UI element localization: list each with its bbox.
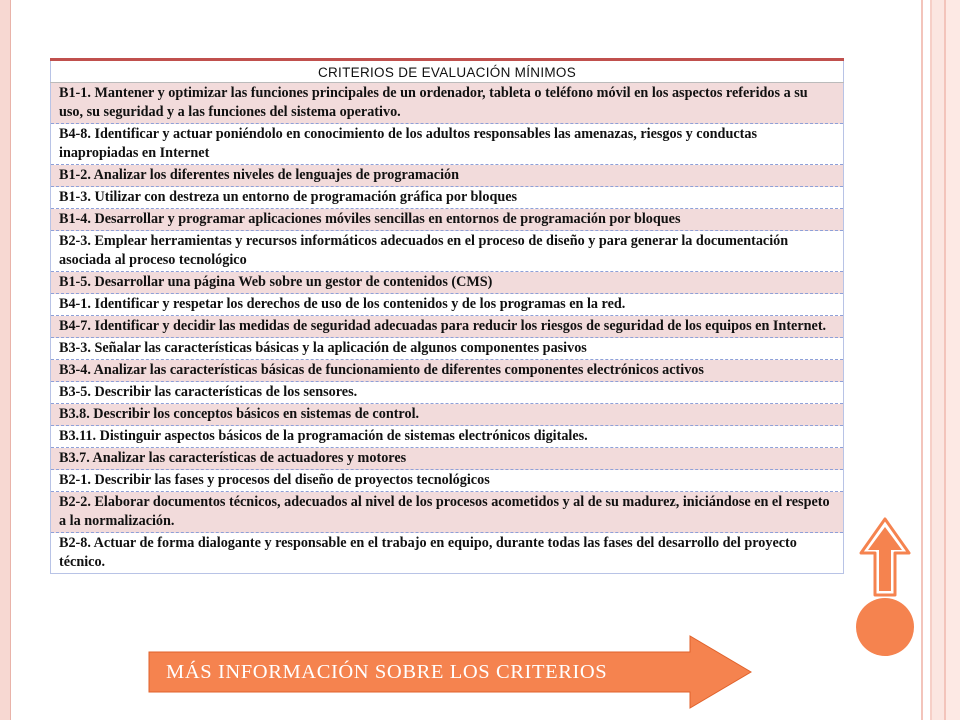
criterion-row: B4-7. Identificar y decidir las medidas de seguridad adecuadas para reducir los riesgos de seguridad de los equipos en Internet. bbox=[51, 316, 844, 338]
circle-icon[interactable] bbox=[856, 598, 914, 656]
criterion-row: B3-4. Analizar las características básicas de funcionamiento de diferentes componentes electrónicos activos bbox=[51, 360, 844, 382]
criterion-row: B2-8. Actuar de forma dialogante y responsable en el trabajo en equipo, durante todas las fases del desarrollo del proyecto técnico. bbox=[51, 533, 844, 574]
criterion-row: B3-3. Señalar las características básicas y la aplicación de algunos componentes pasivos bbox=[51, 338, 844, 360]
criteria-header: CRITERIOS DE EVALUACIÓN MÍNIMOS bbox=[51, 60, 844, 83]
criterion-row: B3-5. Describir las características de los sensores. bbox=[51, 382, 844, 404]
criterion-row: B1-1. Mantener y optimizar las funciones principales de un ordenador, tableta o teléfono móvil en los aspectos referidos a su uso, su seguridad y a las funciones del sistema operativo. bbox=[51, 83, 844, 124]
criterion-row: B2-1. Describir las fases y procesos del diseño de proyectos tecnológicos bbox=[51, 470, 844, 492]
more-info-button[interactable] bbox=[148, 635, 754, 709]
criterion-row: B3.7. Analizar las características de actuadores y motores bbox=[51, 448, 844, 470]
criterion-row: B1-5. Desarrollar una página Web sobre un gestor de contenidos (CMS) bbox=[51, 272, 844, 294]
criterion-row: B3.11. Distinguir aspectos básicos de la programación de sistemas electrónicos digitales. bbox=[51, 426, 844, 448]
more-info-label: MÁS INFORMACIÓN SOBRE LOS CRITERIOS bbox=[166, 661, 608, 683]
criterion-row: B1-3. Utilizar con destreza un entorno de programación gráfica por bloques bbox=[51, 187, 844, 209]
criterion-row: B4-1. Identificar y respetar los derechos de uso de los contenidos y de los programas en la red. bbox=[51, 294, 844, 316]
criteria-header-row bbox=[51, 60, 844, 83]
arrow-up-icon[interactable] bbox=[859, 517, 911, 602]
criterion-row: B1-2. Analizar los diferentes niveles de lenguajes de programación bbox=[51, 165, 844, 187]
criterion-row: B2-2. Elaborar documentos técnicos, adecuados al nivel de los procesos acometidos y al de su madurez, iniciándose en el respeto a la normalización. bbox=[51, 492, 844, 533]
criterion-row: B3.8. Describir los conceptos básicos en sistemas de control. bbox=[51, 404, 844, 426]
criterion-row: B1-4. Desarrollar y programar aplicaciones móviles sencillas en entornos de programación por bloques bbox=[51, 209, 844, 231]
slide-frame-right bbox=[918, 0, 960, 720]
criterion-row: B4-8. Identificar y actuar poniéndolo en conocimiento de los adultos responsables las amenazas, riesgos y conductas inapropiadas en Internet bbox=[51, 124, 844, 165]
criteria-table bbox=[50, 58, 844, 574]
slide-frame-left bbox=[0, 0, 11, 720]
criterion-row: B2-3. Emplear herramientas y recursos informáticos adecuados en el proceso de diseño y para generar la documentación asociada al proceso tecnológico bbox=[51, 231, 844, 272]
